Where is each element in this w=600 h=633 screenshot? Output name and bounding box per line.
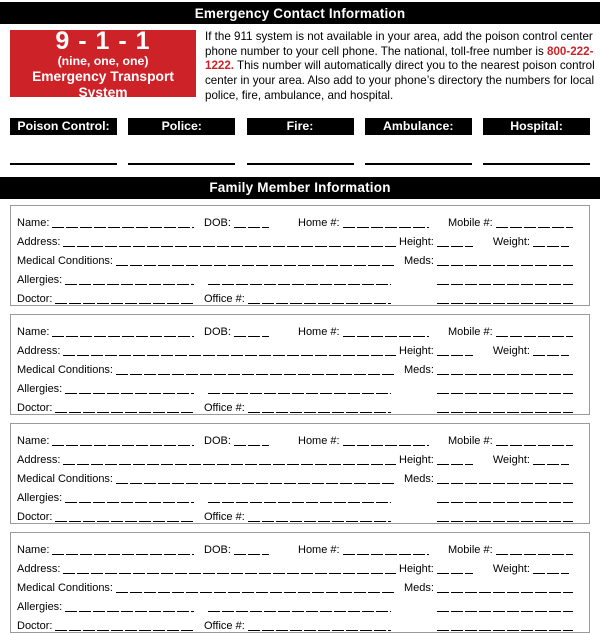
paragraph-after: This number will automatically direct you to the nearest poison control center in your area. Also add to your phone’s directory the numbers for local police, fire, ambulance, and hospital. (205, 59, 595, 102)
nine-one-one-caption: Emergency Transport System (32, 69, 174, 100)
address-blank-line[interactable] (63, 563, 396, 575)
paragraph-before: If the 911 system is not available in your area, add the poison control center phone number to your cell phone. The national, toll-free number is (205, 30, 593, 58)
meds-label: Meds: (404, 581, 434, 594)
ambulance-blank-line[interactable] (365, 163, 472, 165)
mobile-phone-field (448, 217, 573, 229)
office-phone-label: Office #: (204, 292, 245, 305)
allergies-extra-blank-line[interactable] (208, 601, 391, 613)
address-label: Address: (17, 344, 61, 357)
member-row-3 (17, 466, 573, 485)
weight-field (493, 236, 569, 248)
name-blank-line[interactable] (52, 217, 194, 229)
height-field (399, 345, 473, 357)
medical-conditions-field (17, 364, 396, 376)
mobile-phone-label: Mobile #: (448, 216, 493, 229)
dob-blank-line[interactable] (234, 435, 269, 447)
home-phone-field (298, 217, 429, 229)
meds-label: Meds: (404, 254, 434, 267)
height-blank-line[interactable] (437, 563, 473, 575)
weight-label: Weight: (492, 562, 530, 575)
emergency-contact-header-bar (0, 2, 600, 24)
medical-conditions-label: Medical Conditions: (17, 581, 113, 594)
weight-field (493, 345, 569, 357)
doctor-field (17, 620, 194, 632)
name-field (17, 217, 194, 229)
height-field (399, 236, 473, 248)
weight-blank-line[interactable] (533, 345, 569, 357)
fire-blank-line[interactable] (247, 163, 354, 165)
name-field (17, 326, 194, 338)
allergies-field (17, 601, 194, 613)
height-blank-line[interactable] (437, 345, 473, 357)
doctor-label: Doctor: (17, 619, 53, 632)
name-label: Name: (17, 434, 50, 447)
name-blank-line[interactable] (52, 435, 194, 447)
doctor-label: Doctor: (17, 401, 53, 414)
allergies-label: Allergies: (17, 600, 63, 613)
height-label: Height: (399, 344, 434, 357)
height-blank-line[interactable] (437, 454, 473, 466)
allergies-extra-blank-line[interactable] (208, 274, 391, 286)
office-phone-field (204, 402, 391, 414)
member-row-4 (17, 485, 573, 504)
ambulance-label: Ambulance: (365, 118, 472, 135)
weight-blank-line[interactable] (533, 454, 569, 466)
doctor-blank-line[interactable] (55, 511, 194, 523)
meds-label: Meds: (404, 472, 434, 485)
meds-field (404, 364, 573, 376)
medical-conditions-blank-line[interactable] (116, 255, 396, 267)
office-phone-label: Office #: (204, 401, 245, 414)
weight-label: Weight: (492, 235, 530, 248)
poison-control-blank-line[interactable] (10, 163, 117, 165)
mobile-phone-field (448, 326, 573, 338)
doctor-label: Doctor: (17, 292, 53, 305)
doctor-blank-line[interactable] (55, 402, 194, 414)
nine-one-one-number: 9 - 1 - 1 (55, 27, 151, 55)
allergies-extra-blank-line[interactable] (208, 492, 391, 504)
home-phone-blank-line[interactable] (343, 435, 429, 447)
nine-one-one-box (10, 27, 196, 100)
address-blank-line[interactable] (63, 345, 396, 357)
member-row-1 (17, 210, 573, 229)
fire-label: Fire: (247, 118, 354, 135)
hospital-blank-line[interactable] (483, 163, 590, 165)
mobile-phone-label: Mobile #: (448, 434, 493, 447)
member-row-1 (17, 537, 573, 556)
medical-conditions-blank-line[interactable] (116, 473, 396, 485)
allergies-extra-blank-line[interactable] (208, 383, 391, 395)
doctor-blank-line[interactable] (55, 293, 194, 305)
allergies-blank-line[interactable] (65, 383, 194, 395)
allergies-field (17, 492, 194, 504)
name-label: Name: (17, 543, 50, 556)
member-row-2 (17, 229, 573, 248)
meds-blank-line[interactable] (437, 255, 573, 267)
member-row-1 (17, 319, 573, 338)
doctor-blank-line[interactable] (55, 620, 194, 632)
meds-field (404, 473, 573, 485)
weight-label: Weight: (492, 344, 530, 357)
member-row-5 (17, 395, 573, 414)
dob-blank-line[interactable] (234, 326, 269, 338)
allergies-blank-line[interactable] (65, 601, 194, 613)
office-phone-field (204, 511, 391, 523)
meds-extra-blank-line-1[interactable] (437, 274, 573, 286)
height-field (399, 454, 473, 466)
doctor-field (17, 511, 194, 523)
dob-field (204, 217, 269, 229)
member-row-2 (17, 338, 573, 357)
meds-extra-blank-line-1[interactable] (437, 492, 573, 504)
height-blank-line[interactable] (437, 236, 473, 248)
medical-conditions-blank-line[interactable] (116, 364, 396, 376)
address-label: Address: (17, 235, 61, 248)
home-phone-label: Home #: (298, 216, 340, 229)
name-field (17, 435, 194, 447)
member-row-5 (17, 504, 573, 523)
address-field (17, 236, 396, 248)
name-field (17, 544, 194, 556)
medical-conditions-field (17, 473, 396, 485)
mobile-phone-label: Mobile #: (448, 543, 493, 556)
member-row-4 (17, 594, 573, 613)
emergency-contacts-label-row (0, 118, 600, 135)
allergies-blank-line[interactable] (65, 274, 194, 286)
name-blank-line[interactable] (52, 544, 194, 556)
height-label: Height: (399, 453, 434, 466)
address-field (17, 345, 396, 357)
dob-label: DOB: (204, 543, 231, 556)
dob-label: DOB: (204, 216, 231, 229)
mobile-phone-blank-line[interactable] (496, 544, 573, 556)
doctor-label: Doctor: (17, 510, 53, 523)
weight-blank-line[interactable] (533, 236, 569, 248)
family-member-box (10, 423, 590, 524)
mobile-phone-blank-line[interactable] (496, 435, 573, 447)
weight-field (493, 563, 569, 575)
member-row-3 (17, 357, 573, 376)
address-field (17, 563, 396, 575)
mobile-phone-label: Mobile #: (448, 325, 493, 338)
meds-extra-blank-line-2[interactable] (437, 620, 573, 632)
allergies-label: Allergies: (17, 491, 63, 504)
meds-extra-blank-line-2[interactable] (437, 293, 573, 305)
allergies-label: Allergies: (17, 382, 63, 395)
family-member-title: Family Member Information (209, 180, 391, 196)
address-label: Address: (17, 562, 61, 575)
doctor-field (17, 402, 194, 414)
medical-conditions-blank-line[interactable] (116, 582, 396, 594)
address-field (17, 454, 396, 466)
meds-field (404, 582, 573, 594)
mobile-phone-field (448, 435, 573, 447)
intro-section (0, 24, 600, 104)
home-phone-blank-line[interactable] (343, 217, 429, 229)
home-phone-label: Home #: (298, 325, 340, 338)
allergies-blank-line[interactable] (65, 492, 194, 504)
member-row-1 (17, 428, 573, 447)
meds-extra-blank-line-1[interactable] (437, 601, 573, 613)
medical-conditions-label: Medical Conditions: (17, 472, 113, 485)
allergies-field (17, 383, 194, 395)
mobile-phone-blank-line[interactable] (496, 326, 573, 338)
family-member-box (10, 314, 590, 415)
member-row-2 (17, 556, 573, 575)
dob-label: DOB: (204, 434, 231, 447)
dob-field (204, 435, 269, 447)
poison-control-label: Poison Control: (10, 118, 117, 135)
meds-blank-line[interactable] (437, 364, 573, 376)
medical-conditions-label: Medical Conditions: (17, 363, 113, 376)
doctor-field (17, 293, 194, 305)
office-phone-field (204, 293, 391, 305)
member-row-2 (17, 447, 573, 466)
home-phone-label: Home #: (298, 434, 340, 447)
home-phone-blank-line[interactable] (343, 544, 429, 556)
mobile-phone-field (448, 544, 573, 556)
name-label: Name: (17, 216, 50, 229)
home-phone-label: Home #: (298, 543, 340, 556)
address-blank-line[interactable] (63, 454, 396, 466)
office-phone-blank-line[interactable] (248, 293, 391, 305)
name-blank-line[interactable] (52, 326, 194, 338)
weight-field (493, 454, 569, 466)
dob-blank-line[interactable] (234, 217, 269, 229)
emergency-contact-form (0, 2, 600, 632)
member-row-4 (17, 267, 573, 286)
home-phone-field (298, 326, 429, 338)
emergency-contact-title: Emergency Contact Information (194, 5, 406, 21)
member-row-5 (17, 613, 573, 632)
allergies-label: Allergies: (17, 273, 63, 286)
home-phone-field (298, 544, 429, 556)
member-row-3 (17, 248, 573, 267)
emergency-contacts-blank-row (0, 163, 600, 165)
hospital-label: Hospital: (483, 118, 590, 135)
meds-extra-blank-line-2[interactable] (437, 511, 573, 523)
family-member-box (10, 205, 590, 306)
meds-blank-line[interactable] (437, 582, 573, 594)
family-member-header-bar (0, 177, 600, 199)
home-phone-blank-line[interactable] (343, 326, 429, 338)
meds-field (404, 255, 573, 267)
office-phone-blank-line[interactable] (248, 402, 391, 414)
office-phone-blank-line[interactable] (248, 620, 391, 632)
meds-label: Meds: (404, 363, 434, 376)
address-blank-line[interactable] (63, 236, 396, 248)
dob-field (204, 326, 269, 338)
name-label: Name: (17, 325, 50, 338)
mobile-phone-blank-line[interactable] (496, 217, 573, 229)
member-row-3 (17, 575, 573, 594)
dob-field (204, 544, 269, 556)
meds-extra-blank-line-1[interactable] (437, 383, 573, 395)
family-member-boxes (10, 205, 590, 633)
office-phone-label: Office #: (204, 510, 245, 523)
police-blank-line[interactable] (128, 163, 235, 165)
dob-label: DOB: (204, 325, 231, 338)
family-member-box (10, 532, 590, 633)
poison-control-paragraph (205, 30, 597, 104)
office-phone-label: Office #: (204, 619, 245, 632)
medical-conditions-field (17, 255, 396, 267)
police-label: Police: (128, 118, 235, 135)
meds-extra-blank-line-2[interactable] (437, 402, 573, 414)
weight-label: Weight: (492, 453, 530, 466)
allergies-field (17, 274, 194, 286)
height-label: Height: (399, 562, 434, 575)
poison-control-phone-number: 800-222-1222. (205, 44, 594, 73)
height-label: Height: (399, 235, 434, 248)
address-label: Address: (17, 453, 61, 466)
height-field (399, 563, 473, 575)
home-phone-field (298, 435, 429, 447)
office-phone-field (204, 620, 391, 632)
office-phone-blank-line[interactable] (248, 511, 391, 523)
member-row-4 (17, 376, 573, 395)
dob-blank-line[interactable] (234, 544, 269, 556)
member-row-5 (17, 286, 573, 305)
meds-blank-line[interactable] (437, 473, 573, 485)
medical-conditions-label: Medical Conditions: (17, 254, 113, 267)
medical-conditions-field (17, 582, 396, 594)
nine-one-one-phonetic: (nine, one, one) (57, 54, 149, 68)
weight-blank-line[interactable] (533, 563, 569, 575)
